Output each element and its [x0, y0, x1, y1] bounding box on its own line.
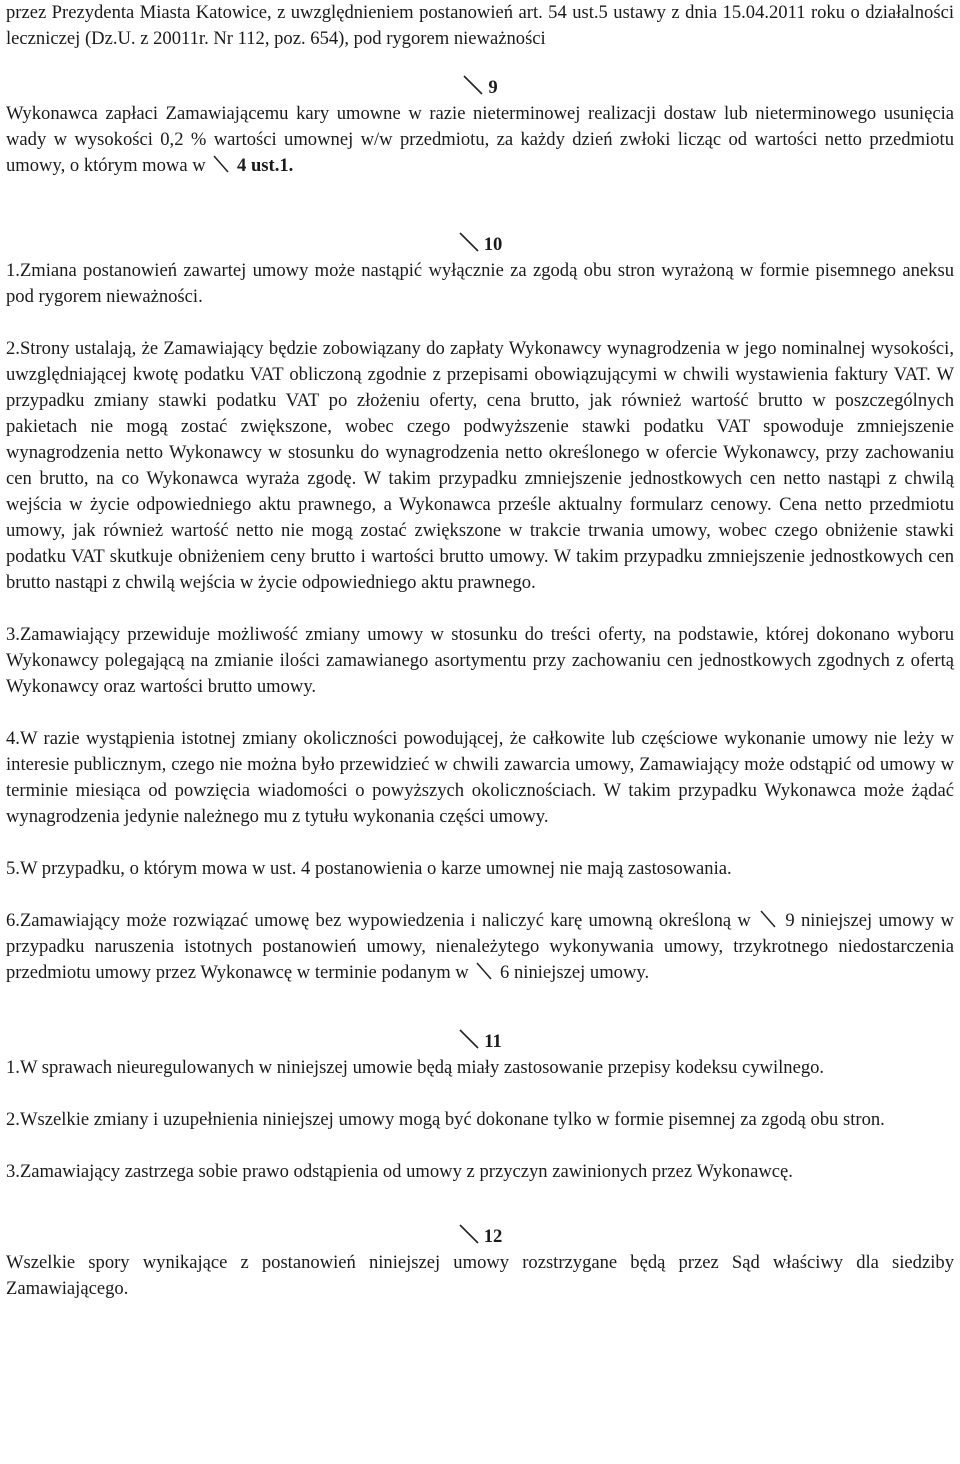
section-sign-icon	[759, 909, 777, 929]
section-10-paragraph-4: 4.W razie wystąpienia istotnej zmiany okoliczności powodującej, że całkowite lub częściowe wykonanie umowy nie leży w interesie publicznym, czego nie można było przewidzieć w chwili zawarcia umowy, Zamawiający może odstąpić od umowy w terminie miesiąca od powzięcia wiadomości o powyższych okolicznościach. W takim przypadku Wykonawca może żądać wynagrodzenia jedynie należnego mu z tytułu wykonania części umowy.	[6, 728, 954, 827]
section-12-number: 12	[483, 1226, 503, 1247]
section-sign-icon	[458, 231, 480, 253]
section-10-paragraph-6-part-b: 9 niniejszej umowy w przypadku naruszenia istotnych postanowień umowy, nienależytego wykonywania umowy, trzykrotnego niedostarczenia przedmiotu umowy przez Wykonawcę w terminie podanym w	[6, 910, 954, 983]
section-9-text: Wykonawca zapłaci Zamawiającemu kary umowne w razie nieterminowej realizacji dostaw lub nieterminowego usunięcia wady w wysokości 0,2 % wartości umownej w/w przedmiotu, za każdy dzień zwłoki licząc od wartości netto przedmiotu umowy, o którym mowa w	[6, 103, 954, 176]
section-sign-icon	[458, 1028, 480, 1050]
section-10-paragraph-3: 3.Zamawiający przewiduje możliwość zmiany umowy w stosunku do treści oferty, na podstawie, której dokonano wyboru Wykonawcy polegającą na zmianie ilości zamawianego asortymentu przy zachowaniu cen jednostkowych zgodnych z ofertą Wykonawcy oraz wartości brutto umowy.	[6, 624, 954, 697]
section-10-paragraph-2: 2.Strony ustalają, że Zamawiający będzie zobowiązany do zapłaty Wykonawcy wynagrodzenia w jego nominalnej wysokości, uwzględniającej kwotę podatku VAT obliczoną zgodnie z przepisami obowiązującymi w chwili wystawienia faktury VAT. W przypadku zmiany stawki podatku VAT po złożeniu oferty, cena brutto, jak również wartość brutto w poszczególnych pakietach nie mogą zostać zwiększone, wobec czego podwyższenie stawki podatku VAT spowoduje zmniejszenie wynagrodzenia netto Wykonawcy w stosunku do wynagrodzenia netto określonego w ofercie Wykonawcy, przy zachowaniu cen brutto, na co Wykonawca wyraża zgodę. W takim przypadku zmniejszenie jednostkowych cen netto nastąpi z chwilą wejścia w życie odpowiedniego aktu prawnego, a Wykonawca prześle aktualny formularz cenowy. Cena netto przedmiotu umowy, jak również wartość netto nie mogą zostać zwiększone w trakcie trwania umowy, wobec czego obniżenie stawki podatku VAT skutkuje obniżeniem ceny brutto i wartości brutto umowy. W takim przypadku zmniejszenie jednostkowych cen brutto nastąpi z chwilą wejścia w życie odpowiedniego aktu prawnego.	[6, 338, 954, 593]
intro-paragraph: przez Prezydenta Miasta Katowice, z uwzględnieniem postanowień art. 54 ust.5 ustawy z dnia 15.04.2011 roku o działalności leczniczej (Dz.U. z 20011r. Nr 112, poz. 654), pod rygorem nieważności	[6, 2, 954, 49]
section-9-number: 9	[488, 77, 498, 98]
section-10-paragraph-5: 5.W przypadku, o którym mowa w ust. 4 postanowienia o karze umownej nie mają zastosowania.	[6, 858, 732, 879]
section-sign-icon	[475, 961, 493, 981]
section-11-heading	[6, 1028, 954, 1055]
section-10-number: 10	[483, 234, 503, 255]
section-11-paragraph-1: 1.W sprawach nieuregulowanych w niniejszej umowie będą miały zastosowanie przepisy kodeksu cywilnego.	[6, 1057, 825, 1078]
section-11-paragraph-2: 2.Wszelkie zmiany i uzupełnienia niniejszej umowy mogą być dokonane tylko w formie pisemnej za zgodą obu stron.	[6, 1109, 885, 1130]
section-10-paragraph-6-part-a: 6.Zamawiający może rozwiązać umowę bez wypowiedzenia i naliczyć karę umowną określoną w	[6, 910, 751, 931]
section-9-heading	[6, 74, 954, 101]
section-10-paragraph-1: 1.Zmiana postanowień zawartej umowy może nastąpić wyłącznie za zgodą obu stron wyrażoną w formie pisemnego aneksu pod rygorem nieważności.	[6, 260, 954, 307]
section-sign-icon	[458, 1223, 480, 1245]
section-sign-icon	[212, 154, 230, 174]
section-9-paragraph	[6, 101, 954, 179]
section-sign-icon	[462, 74, 484, 96]
section-12-paragraph-1: Wszelkie spory wynikające z postanowień niniejszej umowy rozstrzygane będą przez Sąd właściwy dla siedziby Zamawiającego.	[6, 1252, 954, 1299]
section-10-paragraph-6	[6, 908, 954, 986]
section-10-paragraph-6-part-c: 6 niniejszej umowy.	[500, 962, 650, 983]
section-10-heading	[6, 231, 954, 258]
section-11-paragraph-3: 3.Zamawiający zastrzega sobie prawo odstąpienia od umowy z przyczyn zawinionych przez Wykonawcę.	[6, 1161, 793, 1182]
section-9-reference: 4 ust.1.	[237, 155, 294, 176]
section-11-number: 11	[484, 1031, 502, 1052]
section-12-heading	[6, 1223, 954, 1250]
